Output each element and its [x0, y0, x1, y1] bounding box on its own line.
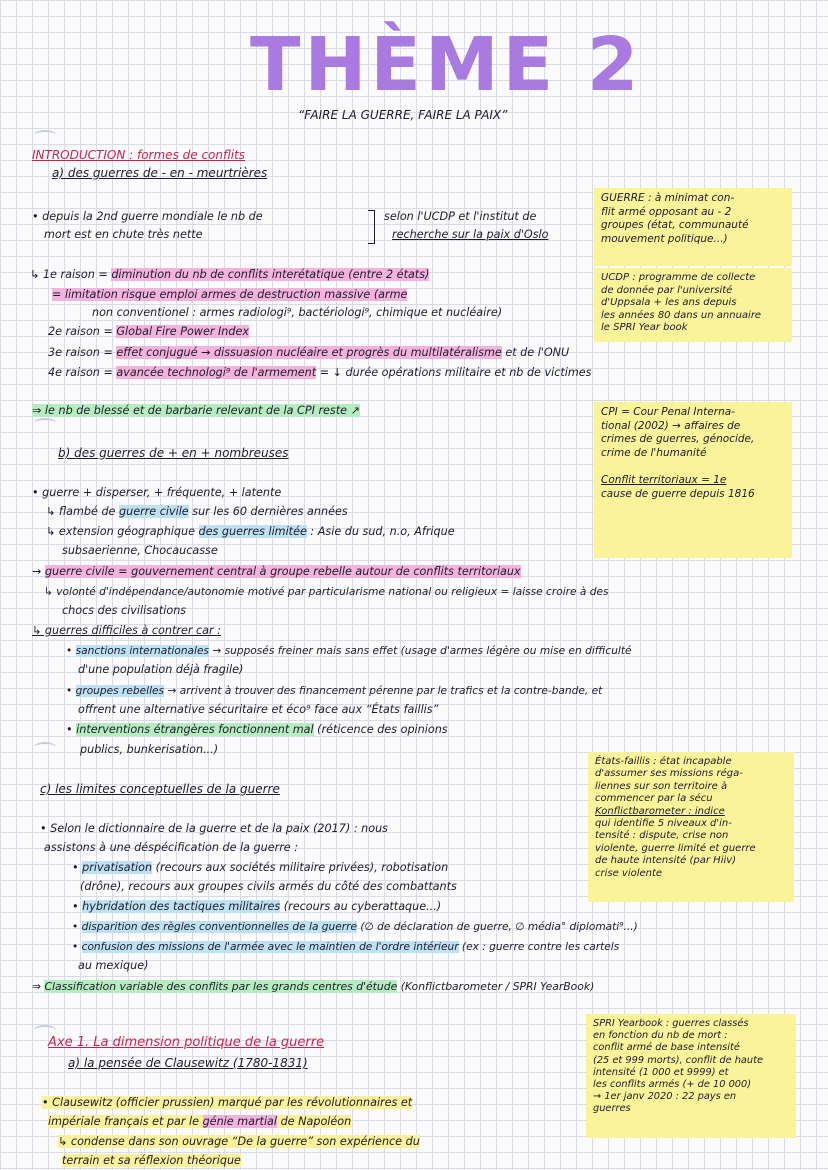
axe-line: [42, 1096, 412, 1110]
b-line: offrent une alternative sécuritaire et éco⁹ face aux “États faillis”: [78, 703, 439, 716]
b-line: ↳ guerres difficiles à contrer car :: [32, 624, 221, 637]
c-line: • hybridation des tactiques militaires (recours au cyberattaque...): [72, 900, 442, 913]
text: sanctions internationales: [75, 645, 210, 657]
note-line: Konflictbarometer : indice: [595, 805, 725, 817]
note-line: groupes (état, communauté: [601, 219, 749, 231]
note-line: qui identifie 5 niveaux d'in-: [595, 818, 732, 830]
b-line: [46, 525, 455, 539]
note-line: de haute intensité (par Hiiv): [595, 855, 737, 867]
text: ↳ condense dans son ouvrage “De la guerre” son expérience du: [58, 1135, 420, 1148]
note-line: → 1er janv 2020 : 22 pays en: [593, 1091, 737, 1103]
note-line: (25 et 999 morts), conflit de haute: [593, 1054, 764, 1066]
reason-1: [30, 268, 429, 282]
intro-line-right: selon l'UCDP et l'institut de: [384, 210, 537, 223]
reason-1b: [52, 288, 407, 302]
note-line: flit armé opposant au - 2: [601, 205, 732, 218]
text: hybridation des tactiques militaires: [82, 900, 281, 913]
c-line: au mexique): [78, 959, 149, 972]
reason-text: = ↓ durée opérations militaire et nb de victimes: [316, 366, 592, 379]
text: (recours aux sociétés militaire privées), robotisation: [152, 861, 449, 874]
text: : Asie du sud, n.o, Afrique: [306, 525, 455, 538]
note-ucdp: [594, 268, 792, 342]
intro-line: • depuis la 2nd guerre mondiale le nb de: [32, 210, 263, 223]
binder-hole: [34, 742, 56, 752]
page-title: THÈME 2: [250, 22, 643, 108]
text: privatisation: [82, 861, 153, 874]
note-line: crimes de guerres, génocide,: [601, 433, 755, 445]
axe-heading: Axe 1. La dimension politique de la guerre: [48, 1035, 325, 1050]
axe-line: [58, 1135, 420, 1149]
c-line: • privatisation (recours aux sociétés militaire privées), robotisation: [72, 861, 449, 874]
note-guerre: [594, 188, 792, 266]
text: (réticence des opinions: [313, 723, 448, 736]
b-line: publics, bunkerisation...): [80, 743, 219, 756]
c-line: • Selon le dictionnaire de la guerre et de la paix (2017) : nous: [40, 822, 389, 835]
intro-line: mort est en chute très nette: [44, 228, 203, 241]
text: ↳ extension géographique: [46, 525, 199, 538]
text: groupes rebelles: [75, 685, 165, 697]
note-line: États-faillis : état incapable: [595, 756, 732, 767]
reason-text: = limitation risque emploi armes de destruction massive (arme: [52, 288, 408, 301]
b-line: d'une population déjà fragile): [78, 663, 244, 676]
b-line: ↳ volonté d'indépendance/autonomie motivé par particularisme national ou religieux = laisse croire à des: [44, 586, 609, 598]
text: (ex : guerre contre les cartels: [458, 941, 620, 953]
intro-conclusion: [32, 404, 360, 418]
note-line: UCDP : programme de collecte: [601, 272, 756, 283]
reason-label: 2e raison =: [48, 325, 117, 338]
reason-label: 3e raison =: [48, 346, 117, 359]
conclusion-text: ⇒ le nb de blessé et de barbarie relevant de la CPI reste ↗: [32, 404, 360, 417]
text: guerre civile: [119, 505, 189, 518]
text: ⇒: [32, 980, 45, 993]
note-cpi: [594, 402, 792, 558]
c-line: • confusion des missions de l'armée avec le maintien de l'ordre intérieur (ex : guerre contre les cartels: [72, 941, 620, 953]
b-line: subsaerienne, Chocaucasse: [62, 544, 218, 557]
note-line: d'Uppsala + les ans depuis: [601, 297, 737, 309]
note-line: les conflits armés (+ de 10 000): [593, 1079, 752, 1091]
c-line: assistons à une déspécification de la guerre :: [44, 841, 299, 854]
note-line: conflit armé de base intensité: [593, 1042, 740, 1054]
reason-text: Global Fire Power Index: [116, 325, 249, 338]
text: ↳ flambé de: [46, 505, 119, 518]
reason-text: diminution du nb de conflits interétatique (entre 2 états): [111, 268, 430, 281]
text: terrain et sa réflexion théorique: [62, 1154, 241, 1167]
b-line: • interventions étrangères fonctionnent mal (réticence des opinions: [66, 723, 448, 736]
note-line: tional (2002) → affaires de: [601, 419, 741, 432]
text: de Napoléon: [277, 1115, 352, 1128]
note-line: Conflit territoriaux = 1e: [601, 474, 727, 486]
text: sur les 60 dernières années: [188, 505, 348, 518]
b-line: [46, 505, 348, 519]
axe-subheading: a) la pensée de Clausewitz (1780-1831): [68, 1056, 308, 1070]
c-line: • disparition des règles conventionnelles de la guerre (∅ de déclaration de guerre, ∅ média° diplomati⁹...): [72, 921, 638, 933]
note-line: le SPRI Year book: [601, 322, 688, 334]
binder-hole: [34, 1025, 56, 1035]
note-line: SPRI Yearbook : guerres classés: [593, 1018, 749, 1029]
b-line: [32, 565, 521, 579]
text: des guerres limitée: [198, 525, 307, 538]
note-line: mouvement politique...): [601, 232, 728, 245]
reason-3: [48, 346, 569, 360]
text: → arrivent à trouver des financement pérenne par le trafics et la contre-bande, et: [164, 685, 603, 697]
text: (recours au cyberattaque...): [280, 900, 442, 913]
text: →: [32, 565, 45, 578]
note-line: commencer par la sécu: [595, 793, 713, 805]
reason-1c: non conventionel : armes radiologi⁹, bactériologi⁹, chimique et nucléaire): [92, 306, 503, 319]
intro-heading: INTRODUCTION : formes de conflits: [32, 148, 246, 162]
note-line: d'assumer ses missions réga-: [595, 768, 743, 780]
note-line: tensité : dispute, crise non: [595, 830, 729, 842]
note-line: liennes sur son territoire à: [595, 780, 728, 792]
text: disparition des règles conventionnelles de la guerre: [81, 921, 357, 933]
intro-line-right: recherche sur la paix d'Oslo: [392, 228, 549, 241]
reason-text: effet conjugué → dissuasion nucléaire et progrès du multilatéralisme: [116, 346, 502, 359]
b-line: • groupes rebelles → arrivent à trouver des financement pérenne par le trafics et la contre-bande, et: [66, 685, 603, 697]
binder-hole: [34, 130, 56, 140]
c-line: (drône), recours aux groupes civils armés du côté des combattants: [80, 880, 457, 893]
text: confusion des missions de l'armée avec le maintien de l'ordre intérieur: [81, 941, 459, 953]
text: Classification variable des conflits par les grands centres d'étude: [44, 980, 398, 993]
b-line: • sanctions internationales → supposés freiner mais sans effet (usage d'armes légère ou mise en difficulté: [66, 645, 632, 657]
b-line: • guerre + disperser, + fréquente, + latente: [32, 486, 282, 499]
note-line: guerres: [593, 1103, 631, 1115]
text: génie martial: [202, 1115, 278, 1128]
axe-line: [62, 1154, 241, 1168]
reason-2: [48, 325, 249, 339]
section-c-heading: c) les limites conceptuelles de la guerre: [40, 782, 280, 796]
note-etats: [588, 752, 794, 902]
reason-label: 4e raison =: [48, 366, 117, 379]
note-line: les années 80 dans un annuaire: [601, 309, 762, 321]
c-conclusion: [32, 980, 594, 994]
reason-4: [48, 366, 591, 380]
reason-text: et de l'ONU: [501, 346, 570, 359]
note-line: crise violente: [595, 867, 663, 879]
subtitle: “FAIRE LA GUERRE, FAIRE LA PAIX”: [298, 108, 508, 122]
section-a-heading: a) des guerres de - en - meurtrières: [52, 166, 268, 180]
binder-hole: [34, 418, 56, 428]
text: • Clausewitz (officier prussien) marqué par les révolutionnaires et: [42, 1096, 413, 1109]
note-line: violente, guerre limité et guerre: [595, 842, 756, 854]
bracket: [368, 210, 375, 244]
section-b-heading: b) des guerres de + en + nombreuses: [58, 446, 289, 460]
axe-line: [48, 1115, 351, 1129]
note-line: en fonction du nb de mort :: [593, 1030, 728, 1042]
text: (∅ de déclaration de guerre, ∅ média° diplomati⁹...): [357, 921, 638, 933]
note-line: cause de guerre depuis 1816: [601, 487, 755, 500]
text: → supposés freiner mais sans effet (usage d'armes légère ou mise en difficulté: [209, 645, 632, 657]
note-line: intensité (1 000 et 9999) et: [593, 1066, 729, 1078]
note-line: GUERRE : à minimat con-: [601, 192, 735, 204]
text: (Konflictbarometer / SPRI YearBook): [397, 980, 595, 993]
note-spri: [586, 1014, 796, 1138]
text: impériale français et par le: [48, 1115, 203, 1128]
note-line: CPI = Cour Penal Interna-: [601, 406, 735, 418]
text: guerre civile = gouvernement central à groupe rebelle autour de conflits territoriaux: [44, 565, 521, 578]
b-line: chocs des civilisations: [62, 604, 187, 617]
text: interventions étrangères fonctionnent mal: [76, 723, 314, 736]
reason-text: avancée technologi⁹ de l'armement: [116, 366, 317, 379]
reason-label: ↳ 1e raison =: [30, 268, 112, 281]
note-line: crime de l'humanité: [601, 446, 707, 459]
note-line: de donnée par l'université: [601, 284, 733, 296]
